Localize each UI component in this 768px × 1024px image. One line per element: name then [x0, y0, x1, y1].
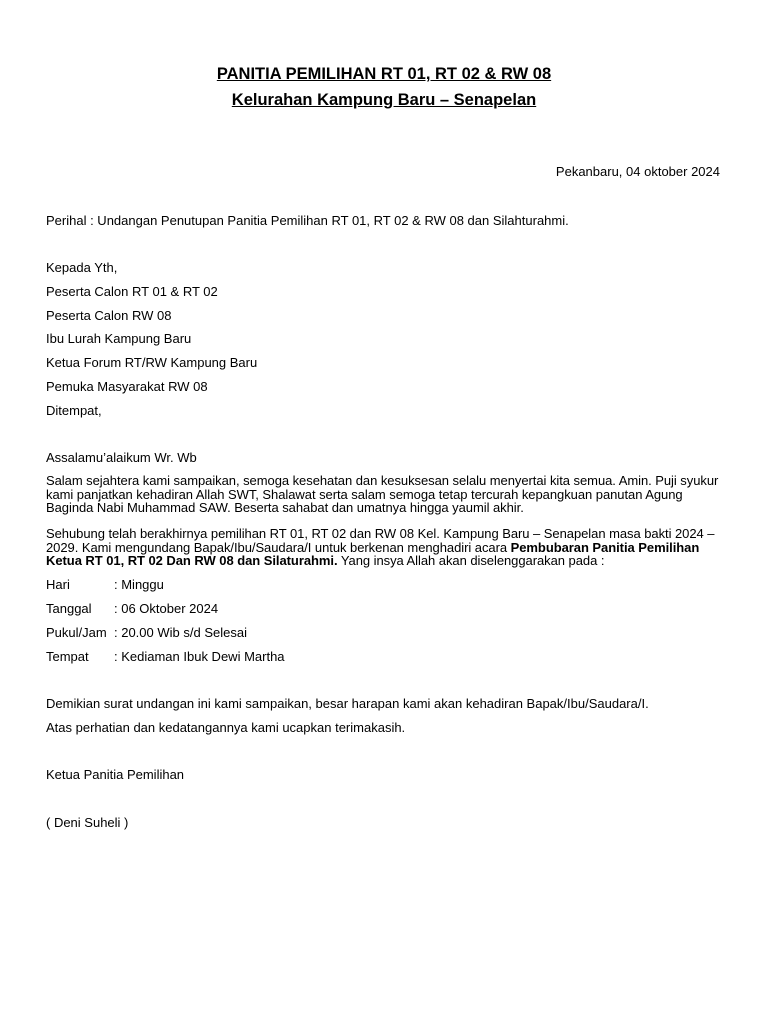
paragraph-invitation — [46, 527, 726, 568]
recipient-item: Ketua Forum RT/RW Kampung Baru — [46, 355, 258, 370]
letter-title: PANITIA PEMILIHAN RT 01, RT 02 & RW 08 — [216, 65, 552, 83]
closing-line-2: Atas perhatian dan kedatangannya kami ucapkan terimakasih. — [46, 720, 406, 735]
invitation-event-name: Pembubaran Panitia Pemilihan Ketua RT 01, RT 02 Dan RW 08 dan Silaturahmi. — [46, 539, 700, 568]
detail-value-place: : Kediaman Ibuk Dewi Martha — [114, 649, 285, 664]
detail-label-date: Tanggal — [46, 601, 92, 616]
closing-line-1: Demikian surat undangan ini kami sampaikan, besar harapan kami akan kehadiran Bapak/Ibu/Saudara/I. — [46, 696, 649, 711]
letter-date: Pekanbaru, 04 oktober 2024 — [555, 164, 720, 179]
subject-line: Perihal : Undangan Penutupan Panitia Pemilihan RT 01, RT 02 & RW 08 dan Silahturahmi. — [46, 213, 569, 228]
signature-name: ( Deni Suheli ) — [46, 815, 129, 830]
invitation-text-end: Yang insya Allah akan diselenggarakan pada : — [337, 553, 605, 568]
recipient-item: Peserta Calon RT 01 & RT 02 — [46, 284, 218, 299]
recipient-item: Ibu Lurah Kampung Baru — [46, 331, 192, 346]
signature-role: Ketua Panitia Pemilihan — [46, 767, 185, 782]
detail-value-date: : 06 Oktober 2024 — [114, 601, 219, 616]
recipient-item: Peserta Calon RW 08 — [46, 308, 172, 323]
detail-label-day: Hari — [46, 577, 70, 592]
opening-salam: Assalamu’alaikum Wr. Wb — [46, 450, 197, 465]
invitation-text-start: Sehubung telah berakhirnya pemilihan RT 01, RT 02 dan RW 08 Kel. Kampung Baru – Senapelan masa bakti 2024 – 2029. Kami mengundang Bapak/Ibu/Saudara/I untuk berkenan menghadiri acara — [46, 526, 715, 555]
paragraph-greeting: Salam sejahtera kami sampaikan, semoga kesehatan dan kesuksesan selalu menyertai kita semua. Amin. Puji syukur kami panjatkan kehadiran Allah SWT, Shalawat serta salam semoga tetap tercurah kepangkuan panutan Agung Baginda Nabi Muhammad SAW. Beserta sahabat dan umatnya hingga yaumil akhir. — [46, 473, 719, 515]
recipient-greeting: Kepada Yth, — [46, 260, 118, 275]
detail-label-place: Tempat — [46, 649, 89, 664]
recipient-item: Pemuka Masyarakat RW 08 — [46, 379, 208, 394]
detail-value-day: : Minggu — [114, 577, 164, 592]
detail-value-time: : 20.00 Wib s/d Selesai — [114, 625, 247, 640]
recipient-place: Ditempat, — [46, 403, 102, 418]
letter-subtitle: Kelurahan Kampung Baru – Senapelan — [231, 91, 537, 109]
detail-label-time: Pukul/Jam — [46, 625, 107, 640]
